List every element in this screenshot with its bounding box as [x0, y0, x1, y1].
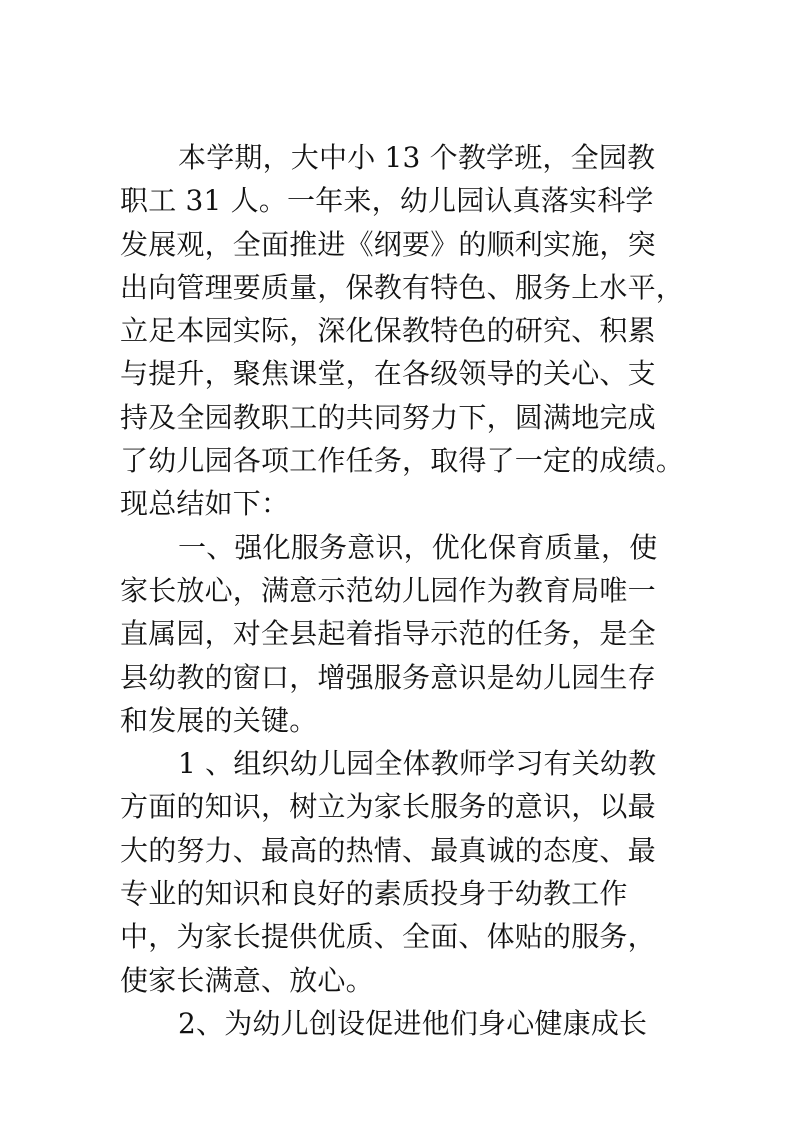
- paragraph-section-1: [120, 526, 680, 742]
- section-heading-line: 一、强化服务意识，优化保育质量，使: [178, 530, 658, 564]
- list-item-line: 1 、组织幼儿园全体教师学习有关幼教: [178, 747, 657, 781]
- text-line: 现总结如下：: [120, 487, 290, 521]
- text-line: 职工 31 人。一年来，幼儿园认真落实科学: [120, 184, 654, 218]
- paragraph-intro: [120, 136, 685, 526]
- text-line: 了幼儿园各项工作任务，取得了一定的成绩。: [120, 444, 685, 478]
- text-line: 立足本园实际，深化保教特色的研究、积累: [120, 314, 656, 348]
- document-body: [120, 136, 685, 1045]
- paragraph-item-1: [120, 742, 680, 1002]
- text-line: 与提升，聚焦课堂，在各级领导的关心、支: [120, 357, 656, 391]
- text-line: 专业的知识和良好的素质投身于幼教工作: [120, 877, 628, 911]
- text-line: 中，为家长提供优质、全面、体贴的服务，: [120, 920, 656, 954]
- text-line: 和发展的关键。: [120, 703, 318, 737]
- text-line: 大的努力、最高的热情、最真诚的态度、最: [120, 833, 656, 867]
- text-line: 发展观，全面推进《纲要》的顺利实施，突: [120, 227, 656, 261]
- text-line: 方面的知识，树立为家长服务的意识，以最: [120, 790, 656, 824]
- text-line: 本学期，大中小 13 个教学班，全园教: [178, 141, 656, 174]
- text-line: 县幼教的窗口，增强服务意识是幼儿园生存: [120, 660, 656, 694]
- text-line: 家长放心，满意示范幼儿园作为教育局唯一: [120, 573, 656, 607]
- list-item-line: 2、为幼儿创设促进他们身心健康成长: [178, 1006, 648, 1040]
- text-line: 持及全园教职工的共同努力下，圆满地完成: [120, 400, 656, 434]
- text-line: 出向管理要质量，保教有特色、服务上水平，: [120, 270, 685, 304]
- text-line: 使家长满意、放心。: [120, 963, 374, 997]
- text-line: 直属园，对全县起着指导示范的任务，是全: [120, 617, 656, 651]
- paragraph-item-2: [120, 1002, 680, 1045]
